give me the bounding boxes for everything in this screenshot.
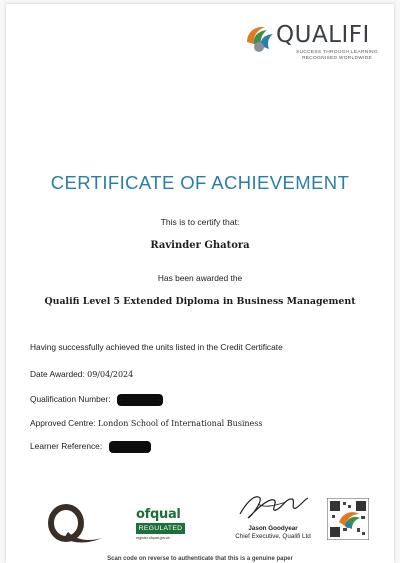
date-awarded-value: 09/04/2024 xyxy=(87,370,134,379)
qualifi-logo-icon xyxy=(243,24,277,54)
qualification-title: Qualifi Level 5 Extended Diploma in Business Management xyxy=(44,296,356,307)
authentication-note: Scan code on reverse to authenticate that this is a genuine paper xyxy=(107,556,293,562)
redacted-qualification-number xyxy=(117,394,163,406)
brand-tagline-1: SUCCESS THROUGH LEARNING xyxy=(296,50,378,55)
qualification-number-row xyxy=(30,394,163,406)
qr-code-icon xyxy=(327,498,369,540)
certificate-page xyxy=(6,4,394,563)
recipient-name: Ravinder Ghatora xyxy=(150,240,250,251)
qualification-number-label: Qualification Number: xyxy=(30,394,111,405)
date-awarded-row xyxy=(30,369,133,379)
certify-text: This is to certify that: xyxy=(160,217,240,227)
certificate-title: CERTIFICATE OF ACHIEVEMENT xyxy=(50,172,350,193)
achieved-statement: Having successfully achieved the units listed in the Credit Certificate xyxy=(30,342,283,352)
ofqual-regulated-badge: REGULATED xyxy=(136,523,185,534)
signer-title: Chief Executive, Qualifi Ltd xyxy=(235,533,311,540)
signature-mark xyxy=(234,490,314,522)
signer-name: Jason Goodyear xyxy=(248,525,298,532)
ofqual-wordmark: ofqual xyxy=(136,507,181,522)
q-emblem-icon xyxy=(42,504,104,544)
brand-tagline-2: RECOGNISED WORLDWIDE xyxy=(302,56,372,61)
approved-centre-value: London School of International Business xyxy=(97,419,263,428)
redacted-learner-reference xyxy=(109,441,151,453)
awarded-text: Has been awarded the xyxy=(157,273,243,283)
ofqual-register-url: register.ofqual.gov.uk xyxy=(136,536,170,540)
learner-reference-row xyxy=(30,441,151,453)
date-awarded-label: Date Awarded: xyxy=(30,369,85,379)
approved-centre-label: Approved Centre: xyxy=(30,418,96,428)
brand-name: QUALIFI xyxy=(276,22,370,48)
approved-centre-row xyxy=(30,418,262,428)
learner-reference-label: Learner Reference: xyxy=(30,441,103,452)
